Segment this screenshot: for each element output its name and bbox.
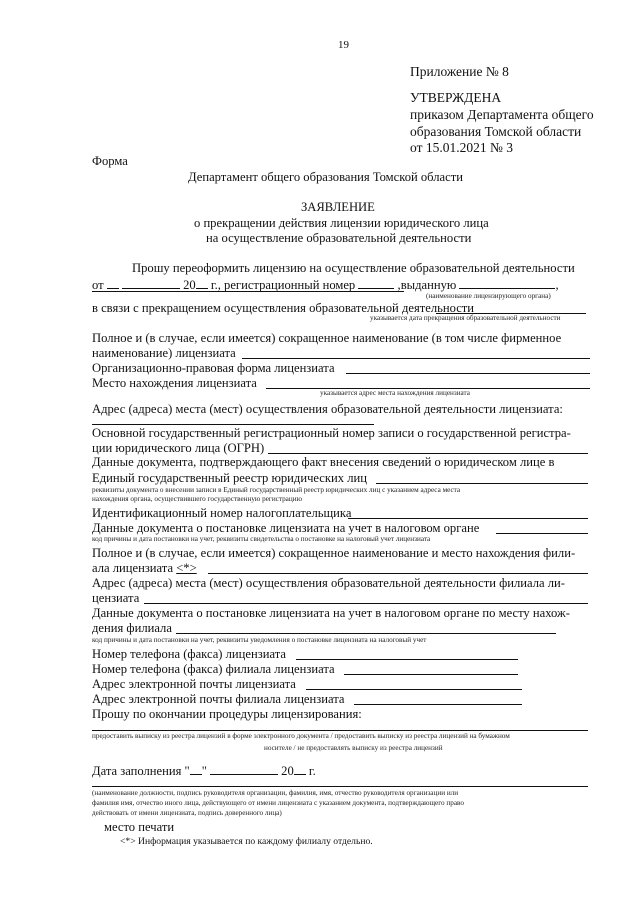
phone-label: Номер телефона (факса) лицензиата: [92, 647, 286, 661]
extract-note-2: носителе / не предоставлять выписку из реестра лицензий: [264, 744, 443, 752]
department-name: Департамент общего образования Томской области: [188, 170, 463, 184]
issuer-line: [92, 291, 404, 292]
inn-field[interactable]: [348, 518, 588, 519]
footnote-ref[interactable]: <*>: [176, 561, 197, 575]
fullname-line-1: Полное и (в случае, если имеется) сокращенное наименование (в том числе фирменное: [92, 331, 562, 345]
signature-field[interactable]: [92, 786, 588, 787]
extract-note-1: предоставить выписку из реестра лицензий в форме электронного документа / предоставить выписку из реестра лицензий на бумажном: [92, 732, 510, 740]
issuer-note: (наименование лицензирующего органа): [426, 292, 551, 300]
from-label: от: [92, 278, 104, 292]
termination-note: указывается дата прекращения образовательной деятельности: [370, 314, 561, 322]
document-subtitle-1: о прекращении действия лицензии юридического лица: [194, 216, 489, 230]
request-end-label: Прошу по окончании процедуры лицензирования:: [92, 707, 362, 721]
page-number: 19: [338, 39, 349, 51]
tax-note: код причины и дата постановки на учет, реквизиты свидетельства о постановке на налоговый учет лицензиата: [92, 535, 431, 543]
inn-label: Идентификационный номер налогоплательщика: [92, 506, 352, 520]
branch-addr-line-1: Адрес (адреса) места (мест) осуществления образовательной деятельности филиала ли-: [92, 576, 565, 590]
egrul-line-2: Единый государственный реестр юридических лиц: [92, 471, 367, 485]
branch-line-1: Полное и (в случае, если имеется) сокращенное наименование и место нахождения фили-: [92, 546, 576, 560]
branch-tax-line-2: дения филиала: [92, 621, 172, 635]
footnote-text: <*> Информация указывается по каждому филиалу отдельно.: [120, 836, 373, 847]
reg-label: г., регистрационный номер: [210, 278, 356, 292]
stamp-label: место печати: [104, 820, 175, 834]
ogrn-field[interactable]: [268, 453, 588, 454]
branch-addr-field[interactable]: [144, 603, 588, 604]
issued-label: ,выданную: [397, 278, 457, 292]
termination-text: в связи с прекращением осуществления образовательной деятельности: [92, 301, 475, 315]
document-title: ЗАЯВЛЕНИЕ: [301, 200, 375, 214]
fullname-line-2: наименование) лицензиата: [92, 346, 236, 360]
order-line-2: образования Томской области: [410, 124, 582, 139]
addresses-label: Адрес (адреса) места (мест) осуществления образовательной деятельности лицензиата:: [92, 402, 563, 416]
egrul-note-2: нахождения органа, осуществившего государственную регистрацию: [92, 495, 302, 503]
month-field[interactable]: [122, 277, 180, 289]
branch-email-label: Адрес электронной почты филиала лицензиата: [92, 692, 345, 706]
ogrn-line-1: Основной государственный регистрационный номер записи о государственной регистра-: [92, 426, 571, 440]
email-field[interactable]: [306, 689, 522, 690]
date-reg-line: от 20 г., регистрационный номер ,выданную ,: [92, 278, 559, 292]
egrul-note-1: реквизиты документа о внесении записи в Единый государственный реестр юридических лиц с указанием адреса места: [92, 486, 461, 494]
ogrn-line-2: ции юридического лица (ОГРН): [92, 441, 265, 455]
sign-note-3: действовать от имени лицензиата, подпись доверенного лица): [92, 809, 282, 817]
fill-date-label: Дата заполнения ": [92, 764, 190, 778]
branch-email-field[interactable]: [354, 704, 522, 705]
legal-form-field[interactable]: [346, 373, 590, 374]
sign-note-1: (наименование должности, подпись руководителя организации, фамилия, имя, отчество руководителя организации или: [92, 789, 459, 797]
sign-note-2: фамилия имя, отчество иного лица, действующего от имени лицензиата с указанием документа, подтверждающего право: [92, 799, 464, 807]
issuer-field[interactable]: [459, 277, 555, 289]
approved-label: УТВЕРЖДЕНА: [410, 90, 502, 105]
extract-field[interactable]: [92, 730, 588, 731]
form-label: Форма: [92, 154, 128, 168]
email-label: Адрес электронной почты лицензиата: [92, 677, 296, 691]
branch-line-2: [92, 561, 197, 576]
branch-tax-line-1: Данные документа о постановке лицензиата на учет в налоговом органе по месту нахож-: [92, 606, 570, 620]
fill-year-field[interactable]: [294, 763, 306, 775]
egrul-line-1: Данные документа, подтверждающего факт внесения сведений о юридическом лице в: [92, 455, 555, 469]
year-prefix: 20: [183, 278, 196, 292]
branch-phone-field[interactable]: [344, 674, 518, 675]
tax-label: Данные документа о постановке лицензиата на учет в налоговом органе: [92, 521, 480, 535]
phone-field[interactable]: [296, 659, 518, 660]
year-field[interactable]: [196, 277, 208, 289]
day-field[interactable]: [107, 277, 119, 289]
document-subtitle-2: на осуществление образовательной деятельности: [206, 231, 472, 245]
appendix-label: Приложение № 8: [410, 64, 509, 79]
reg-number-field[interactable]: [358, 277, 394, 289]
request-text: Прошу переоформить лицензию на осуществление образовательной деятельности: [132, 261, 575, 275]
branch-phone-label: Номер телефона (факса) филиала лицензиата: [92, 662, 335, 676]
fill-day-field[interactable]: [190, 763, 202, 775]
order-line-3: от 15.01.2021 № 3: [410, 140, 513, 155]
branch-addr-line-2: цензиата: [92, 591, 140, 605]
fullname-field[interactable]: [242, 358, 590, 359]
order-line-1: приказом Департамента общего: [410, 107, 594, 122]
fill-year-suffix: г.: [308, 764, 316, 778]
fill-year-prefix: 20: [281, 764, 294, 778]
location-label: Место нахождения лицензиата: [92, 376, 257, 390]
branch-tax-note: код причины и дата постановки на учет, реквизиты уведомления о постановке лицензиата на налоговый учет: [92, 636, 427, 644]
fill-month-field[interactable]: [210, 763, 278, 775]
branch-label: ала лицензиата: [92, 561, 174, 575]
branch-field[interactable]: [208, 573, 588, 574]
location-note: указывается адрес места нахождения лицензиата: [320, 389, 470, 397]
fill-quote: ": [201, 764, 207, 778]
egrul-field[interactable]: [376, 483, 588, 484]
fill-date-line: [92, 763, 316, 779]
branch-tax-field[interactable]: [176, 633, 556, 634]
legal-form-label: Организационно-правовая форма лицензиата: [92, 361, 335, 375]
tax-field[interactable]: [496, 533, 588, 534]
addresses-field[interactable]: [92, 424, 374, 425]
